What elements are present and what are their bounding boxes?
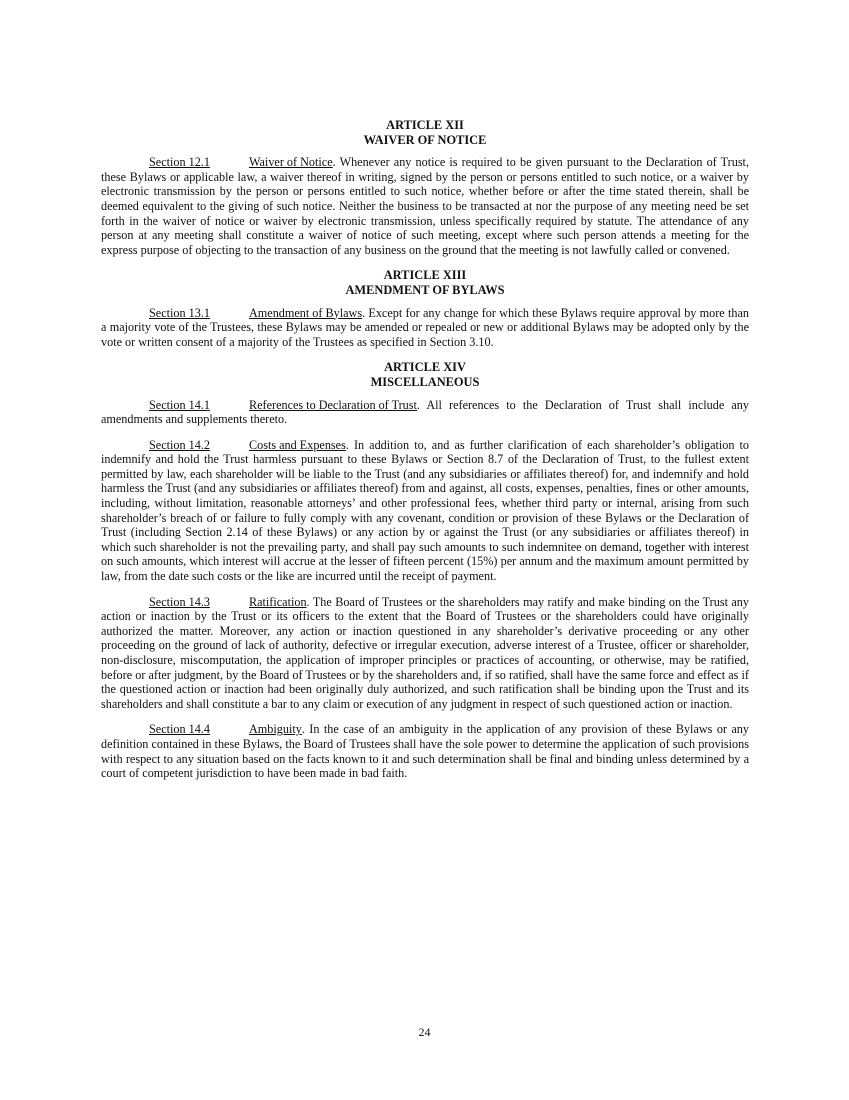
article-number: ARTICLE XIV [384, 360, 466, 375]
section-text: . Whenever any notice is required to be given pursuant to the Declaration of Trust, these Bylaws or applicable law, a waiver thereof in writing, signed by the person or persons entitled to such notice, or a waiver by electronic transmission by the person or persons entitled to such notice, whether before or after the time stated therein, shall be deemed equivalent to the giving of such notice. Neither the business to be transacted at nor the purpose of any meeting need be set forth in the waiver of notice or waiver by electronic transmission, unless specifically required by statute. The attendance of any person at any meeting shall constitute a waiver of notice of such meeting, except where such person attends a meeting for the express purpose of objecting to the transaction of any business on the ground that the meeting is not lawfully called or convened. [101, 155, 749, 257]
section-14-3 [101, 595, 749, 712]
section-number: Section 14.3 [149, 594, 210, 609]
document-body [101, 116, 749, 792]
section-heading: Ambiguity [249, 722, 302, 737]
article-number: ARTICLE XIII [383, 268, 467, 283]
section-12-1 [101, 155, 749, 257]
article-title: WAIVER OF NOTICE [363, 132, 487, 147]
article-number: ARTICLE XII [386, 118, 464, 132]
section-number: Section 14.1 [149, 397, 210, 412]
article-title: AMENDMENT OF BYLAWS [345, 282, 505, 297]
section-text: . Except for any change for which these Bylaws require approval by more than a majority vote of the Trustees, these Bylaws may be amended or repealed or new or additional Bylaws may be adopted only by the vote or written consent of a majority of the Trustees as specified in Section 3.10. [101, 305, 749, 349]
section-number: Section 14.2 [149, 437, 210, 452]
article-title: MISCELLANEOUS [370, 374, 480, 389]
section-14-2 [101, 438, 749, 584]
section-heading: Waiver of Notice [249, 155, 333, 170]
section-heading: References to Declaration of Trust [249, 397, 417, 412]
section-14-4 [101, 722, 749, 780]
section-14-1 [101, 398, 749, 427]
section-text: . The Board of Trustees or the shareholders may ratify and make binding on the Trust any action or inaction by the Trust or its officers to the extent that the Board of Trustees or the shareholders could have originally authorized the matter. Moreover, any action or inaction questioned in any shareholder’s derivative proceeding or any other proceeding on the ground of lack of authority, defective or irregular execution, adverse interest of a Trustee, officer or shareholder, non-disclosure, miscomputation, the application of improper principles or practices of accounting, or otherwise, may be ratified, before or after judgment, by the Board of Trustees or by the shareholders and, if so ratified, shall have the same force and effect as if the questioned action or inaction had been originally duly authorized, and such ratification shall be binding upon the Trust and its shareholders and shall constitute a bar to any claim or execution of any judgment in respect of such questioned action or inaction. [101, 594, 749, 711]
section-text: . In the case of an ambiguity in the application of any provision of these Bylaws or any definition contained in these Bylaws, the Board of Trustees shall have the sole power to determine the application of such provisions with respect to any situation based on the facts known to it and such determination shall be final and binding unless determined by a court of competent jurisdiction to have been made in bad faith. [101, 722, 749, 781]
page-number: 24 [418, 1025, 431, 1039]
section-heading: Ratification [249, 594, 307, 609]
article-xiii [101, 268, 749, 349]
article-xii [101, 118, 749, 257]
section-13-1 [101, 306, 749, 350]
section-heading: Costs and Expenses [249, 437, 346, 452]
section-text: . In addition to, and as further clarification of each shareholder’s obligation to indemnify and hold the Trust harmless pursuant to these Bylaws or Section 8.7 of the Declaration of Trust, to the fullest extent permitted by law, each shareholder will be liable to the Trust (and any subsidiaries or affiliates thereof) for, and indemnify and hold harmless the Trust (and any subsidiaries or affiliates thereof) from and against, all costs, expenses, penalties, fines or other amounts, including, without limitation, reasonable attorneys’ and other professional fees, whether third party or internal, arising from such shareholder’s breach of or failure to fully comply with any covenant, condition or provision of these Bylaws or the Declaration of Trust (including Section 2.14 of these Bylaws) or any action by or against the Trust (or any subsidiaries or affiliates thereof) in which such shareholder is not the prevailing party, and shall pay such amounts to such indemnitee on demand, together with interest on such amounts, which interest will accrue at the lesser of fifteen percent (15%) per annum and the maximum amount permitted by law, from the date such costs or the like are incurred until the receipt of payment. [101, 437, 749, 584]
section-number: Section 13.1 [149, 305, 210, 320]
section-text: . All references to the Declaration of Trust shall include any amendments and supplements thereto. [101, 397, 749, 427]
section-number: Section 12.1 [149, 155, 210, 170]
section-number: Section 14.4 [149, 722, 210, 737]
article-xiv [101, 360, 749, 780]
section-heading: Amendment of Bylaws [249, 305, 363, 320]
